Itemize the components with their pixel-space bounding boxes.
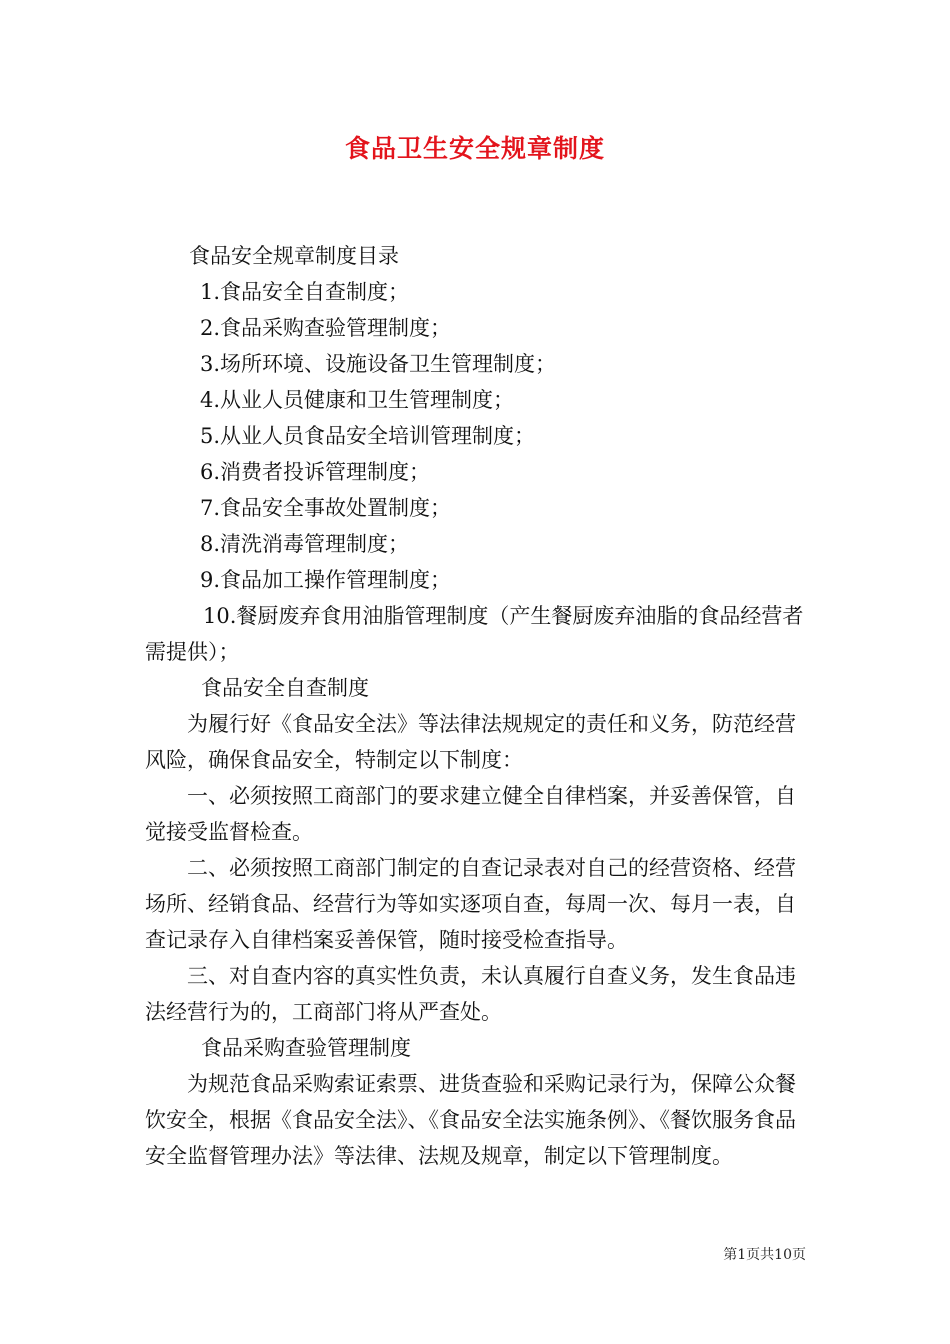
paragraph: 三、对自查内容的真实性负责，未认真履行自查义务，发生食品违法经营行为的，工商部门将从严查处。 <box>145 964 796 1024</box>
document-title: 食品卫生安全规章制度 <box>344 134 605 163</box>
page-number: 第1页共10页 <box>723 1247 806 1263</box>
toc-item-9: 9.食品加工操作管理制度； <box>200 568 452 592</box>
toc-item-2: 2.食品采购查验管理制度； <box>200 316 452 340</box>
toc-item-1: 1.食品安全自查制度； <box>200 280 410 304</box>
toc-item-8: 8.清洗消毒管理制度； <box>200 532 410 556</box>
paragraph: 为履行好《食品安全法》等法律法规规定的责任和义务，防范经营风险，确保食品安全，特制定以下制度： <box>145 712 796 772</box>
paragraph: 二、必须按照工商部门制定的自查记录表对自己的经营资格、经营场所、经销食品、经营行为等如实逐项自查，每周一次、每月一表，自查记录存入自律档案妥善保管，随时接受检查指导。 <box>145 856 796 952</box>
paragraph: 一、必须按照工商部门的要求建立健全自律档案，并妥善保管，自觉接受监督检查。 <box>145 784 796 844</box>
toc-item-7: 7.食品安全事故处置制度； <box>200 496 452 520</box>
toc-item-3: 3.场所环境、设施设备卫生管理制度； <box>200 352 557 376</box>
toc-heading: 食品安全规章制度目录 <box>189 244 399 268</box>
toc-item-4: 4.从业人员健康和卫生管理制度； <box>200 388 515 412</box>
toc-item-10: 10.餐厨废弃食用油脂管理制度（产生餐厨废弃油脂的食品经营者需提供）； <box>145 604 804 664</box>
toc-item-5: 5.从业人员食品安全培训管理制度； <box>200 424 536 448</box>
document-body <box>145 238 813 1174</box>
toc-item-6: 6.消费者投诉管理制度； <box>200 460 431 484</box>
section-heading-self-inspection: 食品安全自查制度 <box>201 676 369 700</box>
paragraph: 为规范食品采购索证索票、进货查验和采购记录行为，保障公众餐饮安全，根据《食品安全法》、《食品安全法实施条例》、《餐饮服务食品安全监督管理办法》等法律、法规及规章，制定以下管理制度。 <box>145 1072 796 1168</box>
section-heading-procurement: 食品采购查验管理制度 <box>201 1036 411 1060</box>
